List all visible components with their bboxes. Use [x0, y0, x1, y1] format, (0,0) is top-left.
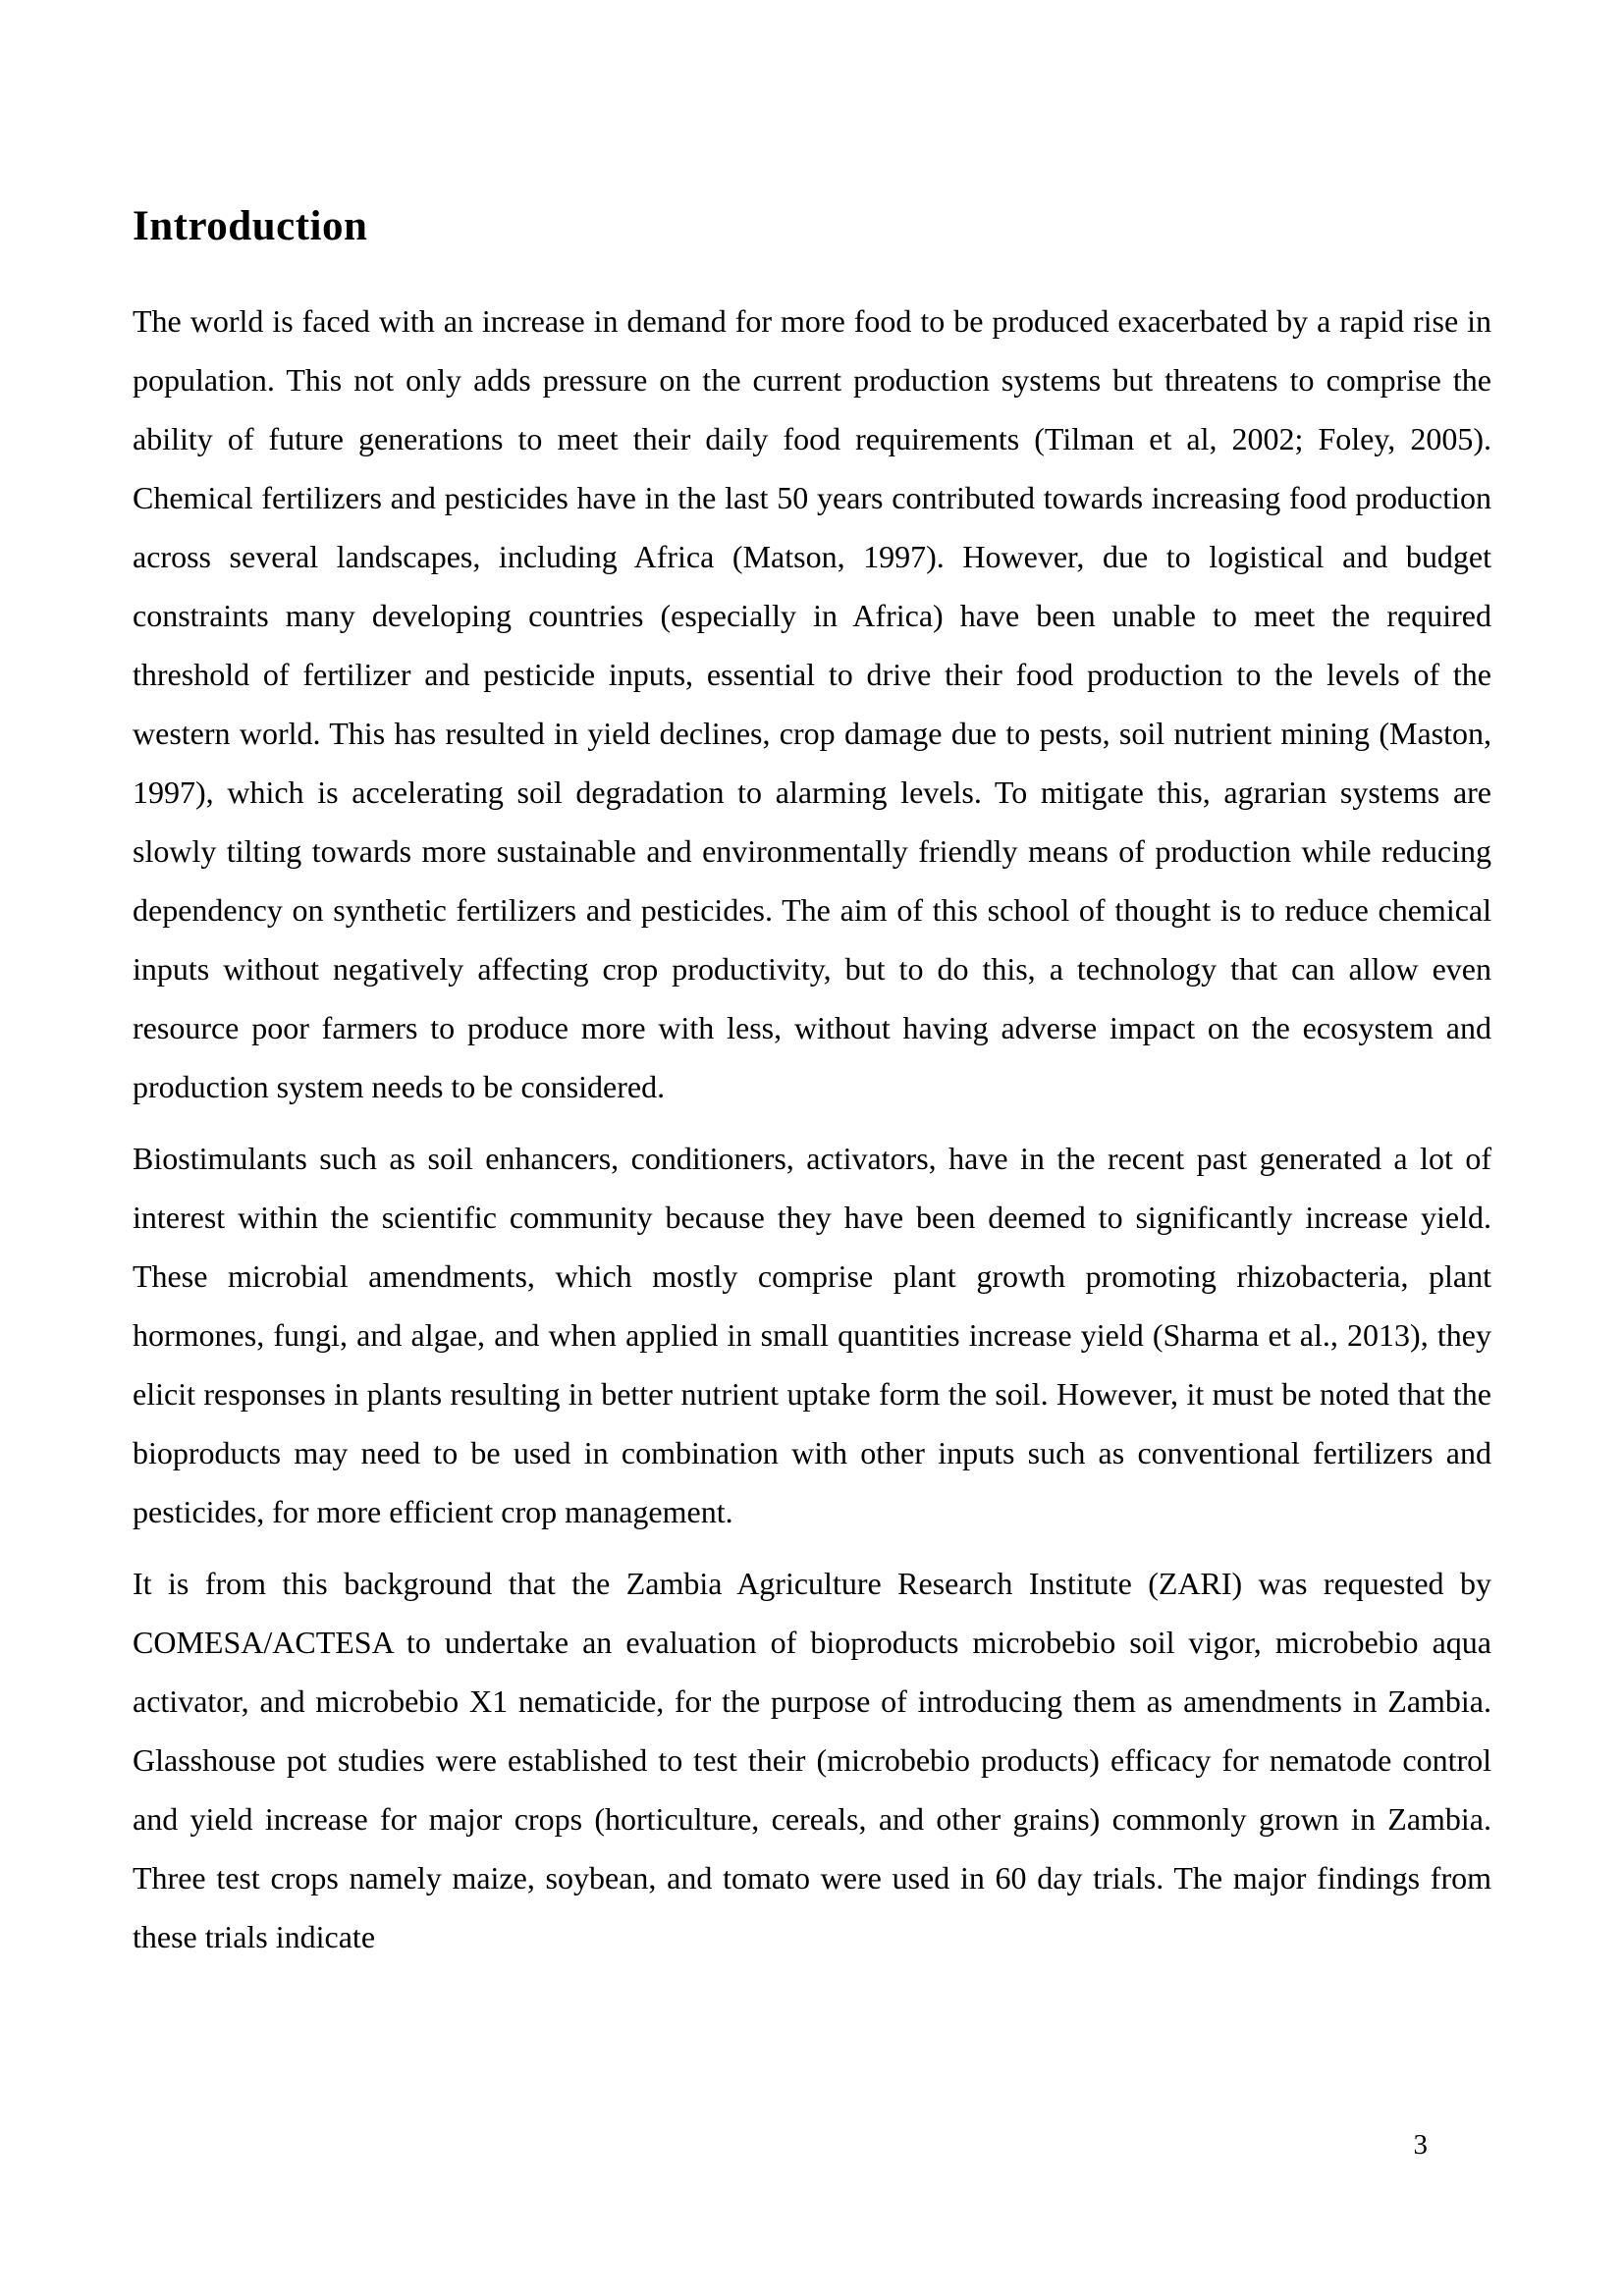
paragraph-intro-1: The world is faced with an increase in demand for more food to be produced exacerbated by a rapid rise in population. This not only adds pressure on the current production systems but threatens to comprise the ability of future generations to meet their daily food requirements (Tilman et al, 2002; Foley, 2005). Chemical fertilizers and pesticides have in the last 50 years contributed towards increasing food production across several landscapes, including Africa (Matson, 1997). However, due to logistical and budget constraints many developing countries (especially in Africa) have been unable to meet the required threshold of fertilizer and pesticide inputs, essential to drive their food production to the levels of the western world. This has resulted in yield declines, crop damage due to pests, soil nutrient mining (Maston, 1997), which is accelerating soil degradation to alarming levels. To mitigate this, agrarian systems are slowly tilting towards more sustainable and environmentally friendly means of production while reducing dependency on synthetic fertilizers and pesticides. The aim of this school of thought is to reduce chemical inputs without negatively affecting crop productivity, but to do this, a technology that can allow even resource poor farmers to produce more with less, without having adverse impact on the ecosystem and production system needs to be considered.	[133, 302, 1491, 1104]
paragraph-intro-2: Biostimulants such as soil enhancers, conditioners, activators, have in the recent past generated a lot of interest within the scientific community because they have been deemed to significantly increase yield. These microbial amendments, which mostly comprise plant growth promoting rhizobacteria, plant hormones, fungi, and algae, and when applied in small quantities increase yield (Sharma et al., 2013), they elicit responses in plants resulting in better nutrient uptake form the soil. However, it must be noted that the bioproducts may need to be used in combination with other inputs such as conventional fertilizers and pesticides, for more efficient crop management.	[133, 1140, 1491, 1529]
section-heading: Introduction	[133, 203, 368, 249]
page-number: 3	[1413, 2129, 1428, 2161]
paragraph-intro-3: It is from this background that the Zambia Agriculture Research Institute (ZARI) was requested by COMESA/ACTESA to undertake an evaluation of bioproducts microbebio soil vigor, microbebio aqua activator, and microbebio X1 nematicide, for the purpose of introducing them as amendments in Zambia. Glasshouse pot studies were established to test their (microbebio products) efficacy for nematode control and yield increase for major crops (horticulture, cereals, and other grains) commonly grown in Zambia. Three test crops namely maize, soybean, and tomato were used in 60 day trials. The major findings from these trials indicate	[133, 1565, 1491, 1954]
page-content	[133, 201, 1491, 1979]
